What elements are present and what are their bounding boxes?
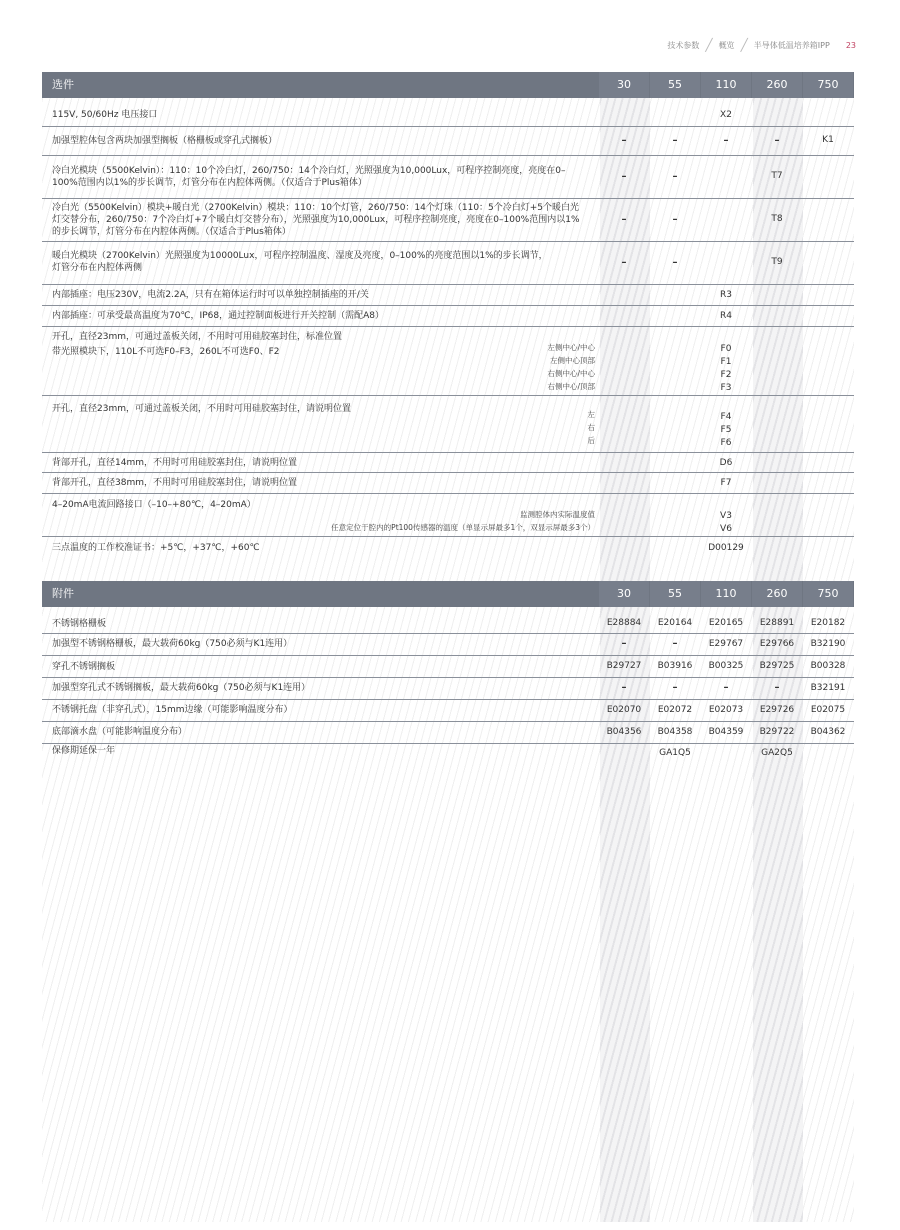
- row-code: X2: [720, 110, 732, 120]
- article-number: E02073: [708, 705, 744, 715]
- breadcrumb: 技术参数 ╱ 概览 ╱ 半导体低温培养箱IPP 23: [667, 38, 856, 52]
- options-table: [42, 72, 854, 553]
- row-text: 背部开孔，直径38mm，不用时可用硅胶塞封住，请说明位置: [52, 478, 297, 488]
- table-row: [42, 656, 854, 678]
- size-55-header: 55: [650, 72, 700, 98]
- position-label: 后: [587, 436, 595, 445]
- table-row: [42, 722, 854, 744]
- row-code: F4: [720, 412, 732, 422]
- row-dash: –: [672, 257, 678, 268]
- row-code: R3: [720, 290, 732, 300]
- breadcrumb-item-1[interactable]: 技术参数: [667, 40, 700, 50]
- table-row: [42, 199, 854, 242]
- table-row: [42, 537, 854, 557]
- row-dash: –: [774, 682, 780, 693]
- row-dash: –: [672, 135, 678, 146]
- table-row: [42, 744, 854, 766]
- row-text: 冷白光模块（5500Kelvin）：110：10个冷白灯，260/750：14个冷白灯，光照强度为10,000Lux，可程序控制亮度，亮度在0–100%范围内以1%的步长调节，灯管分布在内腔体两侧。（仅适合于Plus箱体）: [52, 166, 566, 188]
- size-55-header: 55: [650, 581, 700, 607]
- size-110-header: 110: [701, 72, 751, 98]
- position-label: 左侧中心/中心: [547, 343, 595, 352]
- article-number: E02075: [810, 705, 846, 715]
- position-label: 右侧中心/中心: [547, 369, 595, 378]
- row-text-secondary: 带光照模块下，110L不可选F0–F3，260L不可选F0、F2: [52, 347, 280, 357]
- article-number: E28891: [759, 618, 795, 628]
- options-header: [42, 72, 854, 98]
- row-text: 开孔，直径23mm，可通过盖板关闭，不用时可用硅胶塞封住，标准位置: [52, 332, 342, 342]
- accessories-table: [42, 581, 854, 758]
- row-dash: –: [672, 682, 678, 693]
- row-code: F6: [720, 438, 732, 448]
- position-label: 左: [587, 410, 595, 419]
- row-code: T9: [771, 257, 783, 267]
- article-number: E20164: [657, 618, 693, 628]
- row-text: 4–20mA电流回路接口（–10–+80℃，4–20mA）: [52, 500, 256, 510]
- article-number: B04356: [606, 727, 642, 737]
- row-text: 内部插座：电压230V，电流2.2A，只有在箱体运行时可以单独控制插座的开/关: [52, 290, 369, 300]
- row-text: 开孔，直径23mm，可通过盖板关闭，不用时可用硅胶塞封住，请说明位置: [52, 404, 351, 414]
- size-260-header: 260: [752, 581, 802, 607]
- article-number: E20165: [708, 618, 744, 628]
- row-code: T8: [771, 214, 783, 224]
- row-code: V6: [720, 524, 732, 534]
- article-number: E29767: [708, 639, 744, 649]
- article-number: B32190: [810, 639, 846, 649]
- position-label: 监测腔体内实际温度值: [520, 510, 595, 519]
- table-row: [42, 700, 854, 722]
- table-row: [42, 104, 854, 127]
- table-row: [42, 494, 854, 537]
- table-row: [42, 613, 854, 634]
- table-row: [42, 285, 854, 306]
- row-dash: –: [621, 638, 627, 649]
- row-code: F0: [720, 344, 732, 354]
- size-750-header: 750: [803, 72, 853, 98]
- page-number: 23: [845, 40, 856, 50]
- row-text: 加强型不锈钢格栅板，最大载荷60kg（750必须与K1连用）: [52, 639, 293, 649]
- table-row: [42, 473, 854, 494]
- table-row: [42, 156, 854, 199]
- row-dash: –: [672, 638, 678, 649]
- article-number: E28884: [606, 618, 642, 628]
- row-dash: –: [621, 135, 627, 146]
- size-30-header: 30: [599, 581, 649, 607]
- row-dash: –: [774, 135, 780, 146]
- row-text: 115V, 50/60Hz 电压接口: [52, 110, 158, 120]
- row-text: 不锈钢格栅板: [52, 619, 107, 629]
- row-code: D00129: [708, 543, 744, 553]
- table-row: [42, 327, 854, 396]
- row-text: 保修期延保一年: [52, 746, 116, 756]
- article-number: B29727: [606, 661, 642, 671]
- position-label: 左侧中心顶部: [550, 356, 595, 365]
- table-row: [42, 396, 854, 453]
- row-text: 背部开孔，直径14mm，不用时可用硅胶塞封住，请说明位置: [52, 458, 297, 468]
- accessories-header: [42, 581, 854, 607]
- table-row: [42, 678, 854, 700]
- article-number: B04359: [708, 727, 744, 737]
- row-text: 加强型腔体包含两块加强型搁板（格栅板或穿孔式搁板）: [52, 136, 278, 146]
- article-number: B04362: [810, 727, 846, 737]
- position-label: 任意定位于腔内的Pt100传感器的温度（单显示屏最多1个，双显示屏最多3个）: [331, 523, 595, 532]
- article-number: B32191: [810, 683, 846, 693]
- article-number: E29766: [759, 639, 795, 649]
- size-30-header: 30: [599, 72, 649, 98]
- size-110-header: 110: [701, 581, 751, 607]
- article-number: E02070: [606, 705, 642, 715]
- row-dash: –: [621, 682, 627, 693]
- row-code: D6: [719, 458, 733, 468]
- breadcrumb-item-2[interactable]: 概览: [718, 40, 735, 50]
- row-dash: –: [723, 135, 729, 146]
- row-dash: –: [621, 171, 627, 182]
- article-number: GA2Q5: [761, 748, 793, 758]
- breadcrumb-item-3[interactable]: 半导体低温培养箱IPP: [753, 40, 830, 50]
- row-text: 冷白光（5500Kelvin）模块+暖白光（2700Kelvin）模块：110：10个灯管，260/750：14个灯珠（110：5个冷白灯+5个暖白光灯交替分布，260/750：7个冷白灯+7个暖白灯交替分布），光照强度为10,000Lux，可程序控制亮度，亮度在0–100%范围内以1%的步长调节，灯管分布在内腔体两侧。（仅适合于Plus箱体）: [52, 203, 580, 237]
- row-text: 穿孔不锈钢搁板: [52, 662, 116, 672]
- row-dash: –: [621, 214, 627, 225]
- article-number: B00328: [810, 661, 846, 671]
- row-text: 底部滴水盘（可能影响温度分布）: [52, 727, 188, 737]
- row-code: F1: [720, 357, 732, 367]
- row-code: R4: [720, 311, 732, 321]
- article-number: E20182: [810, 618, 846, 628]
- table-row: [42, 242, 854, 285]
- row-text: 暖白光模块（2700Kelvin）光照强度为10000Lux，可程序控制温度、湿度及亮度，0–100%的亮度范围以1%的步长调节，灯管分布在内腔体两侧: [52, 251, 548, 273]
- size-260-header: 260: [752, 72, 802, 98]
- table-row: [42, 453, 854, 473]
- article-number: E02072: [657, 705, 693, 715]
- row-code: F2: [720, 370, 732, 380]
- row-code: F7: [720, 478, 732, 488]
- row-text: 三点温度的工作校准证书：+5℃，+37℃，+60℃: [52, 543, 260, 553]
- row-code: V3: [720, 511, 732, 521]
- article-number: B29725: [759, 661, 795, 671]
- table-row: [42, 634, 854, 656]
- row-dash: –: [621, 257, 627, 268]
- size-750-header: 750: [803, 581, 853, 607]
- row-text: 不锈钢托盘（非穿孔式），15mm边缘（可能影响温度分布）: [52, 705, 293, 715]
- position-label: 右侧中心/顶部: [547, 382, 595, 391]
- row-text: 内部插座：可承受最高温度为70℃，IP68，通过控制面板进行开关控制（需配A8）: [52, 311, 384, 321]
- row-dash: –: [723, 682, 729, 693]
- table-row: [42, 306, 854, 327]
- table-row: [42, 127, 854, 156]
- row-code: F3: [720, 383, 732, 393]
- article-number: B03916: [657, 661, 693, 671]
- row-code: T7: [771, 171, 783, 181]
- article-number: B29722: [759, 727, 795, 737]
- row-text: 加强型穿孔式不锈钢搁板，最大载荷60kg（750必须与K1连用）: [52, 683, 311, 693]
- row-code: F5: [720, 425, 732, 435]
- article-number: B00325: [708, 661, 744, 671]
- article-number: B04358: [657, 727, 693, 737]
- position-label: 右: [587, 423, 595, 432]
- row-code: K1: [822, 135, 834, 145]
- row-dash: –: [672, 171, 678, 182]
- accessories-title: 附件: [52, 587, 74, 600]
- article-number: GA1Q5: [659, 748, 691, 758]
- row-dash: –: [672, 214, 678, 225]
- article-number: E29726: [759, 705, 795, 715]
- options-title: 选件: [52, 78, 74, 91]
